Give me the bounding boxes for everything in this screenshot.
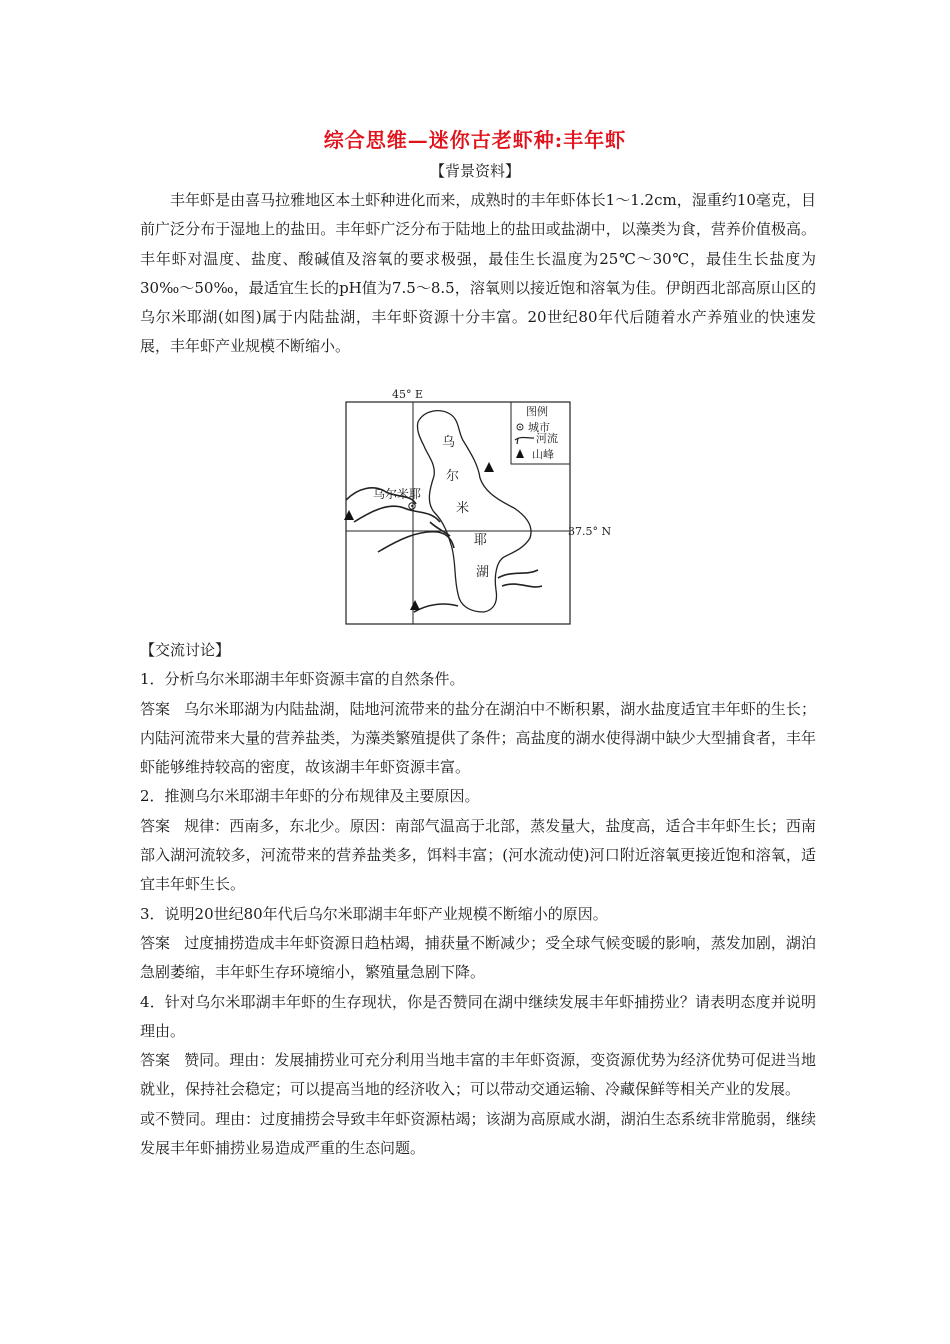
answer-label: 答案 (140, 1051, 171, 1070)
legend-river-icon (515, 438, 534, 445)
lake-label-1: 乌 (442, 435, 456, 450)
answer-1 (140, 695, 816, 783)
legend-city-icon (517, 424, 523, 430)
discussion-section (140, 636, 816, 1163)
answer-3 (140, 929, 816, 988)
legend-peak-label: 山峰 (532, 448, 554, 461)
answer-label: 答案 (140, 933, 171, 952)
question-2: 2．推测乌尔米耶湖丰年虾的分布规律及主要原因。 (140, 787, 480, 806)
peak-icon (410, 600, 420, 610)
rivers (346, 488, 542, 612)
discussion-heading: 【交流讨论】 (140, 641, 231, 659)
lake-label-3: 米 (456, 501, 470, 516)
city-label: 乌尔米耶 (373, 487, 422, 501)
question-1: 1．分析乌尔米耶湖丰年虾资源丰富的自然条件。 (140, 670, 465, 689)
longitude-label: 45° E (392, 388, 424, 401)
legend-title: 图例 (526, 405, 548, 418)
answer-4 (140, 1046, 816, 1105)
lake-label-2: 尔 (446, 469, 460, 484)
answer-1-text: 乌尔米耶湖为内陆盐湖，陆地河流带来的盐分在湖泊中不断积累，湖水盐度适宜丰年虾的生长；内陆河流带来大量的营养盐类，为藻类繁殖提供了条件；高盐度的湖水使得湖中缺少大型捕食者，丰年虾能够维持较高的密度，故该湖丰年虾资源丰富。 (140, 699, 816, 777)
legend-peak-icon (516, 449, 524, 458)
peak-icon (484, 462, 494, 472)
legend-city-label: 城市 (528, 421, 550, 434)
city-marker (409, 503, 415, 509)
lake-label-4: 耶 (474, 533, 488, 548)
page-title: 综合思维—迷你古老虾种:丰年虾 (323, 128, 627, 152)
answer-label: 答案 (140, 699, 171, 718)
answer-label: 答案 (140, 816, 171, 835)
answer-2-text: 规律：西南多，东北少。原因：南部气温高于北部，蒸发量大，盐度高，适合丰年虾生长；西南部入湖河流较多，河流带来的营养盐类多，饵料丰富；(河水流动使)河口附近溶氧更接近饱和溶氧，适宜丰年虾生长。 (140, 816, 816, 894)
lake-label-5: 湖 (476, 565, 490, 580)
question-4: 4．针对乌尔米耶湖丰年虾的生存现状，你是否赞同在湖中继续发展丰年虾捕捞业？请表明态度并说明理由。 (140, 992, 816, 1040)
legend-river-label: 河流 (536, 432, 558, 445)
answer-3-text: 过度捕捞造成丰年虾资源日趋枯竭，捕获量不断减少；受全球气候变暖的影响，蒸发加剧，湖泊急剧萎缩，丰年虾生存环境缩小，繁殖量急剧下降。 (140, 933, 816, 982)
answer-4-text: 赞同。理由：发展捕捞业可充分利用当地丰富的丰年虾资源，变资源优势为经济优势可促进当地就业，保持社会稳定；可以提高当地的经济收入；可以带动交通运输、冷藏保鲜等相关产业的发展。 (140, 1051, 816, 1099)
lake-map (318, 380, 618, 630)
answer-2 (140, 812, 816, 900)
lake-outline (417, 411, 531, 612)
latitude-label: 37.5° N (568, 525, 612, 538)
background-text: 丰年虾是由喜马拉雅地区本土虾种进化而来，成熟时的丰年虾体长1～1.2cm，湿重约10毫克，目前广泛分布于湿地上的盐田。丰年虾广泛分布于陆地上的盐田或盐湖中，以藻类为食，营养价值极高。丰年虾对温度、盐度、酸碱值及溶氧的要求极强，最佳生长温度为25℃～30℃，最佳生长盐度为30‰～50‰，最适宜生长的pH值为7.5～8.5，溶氧则以接近饱和溶氧为佳。伊朗西北部高原山区的乌尔米耶湖(如图)属于内陆盐湖，丰年虾资源十分丰富。20世纪80年代后随着水产养殖业的快速发展，丰年虾产业规模不断缩小。 (140, 191, 816, 356)
question-3: 3．说明20世纪80年代后乌尔米耶湖丰年虾产业规模不断缩小的原因。 (140, 904, 608, 923)
alt-answer: 或不赞同。理由：过度捕捞会导致丰年虾资源枯竭；该湖为高原咸水湖，湖泊生态系统非常脆弱，继续发展丰年虾捕捞业易造成严重的生态问题。 (140, 1109, 816, 1158)
background-heading: 【背景资料】 (429, 162, 520, 180)
